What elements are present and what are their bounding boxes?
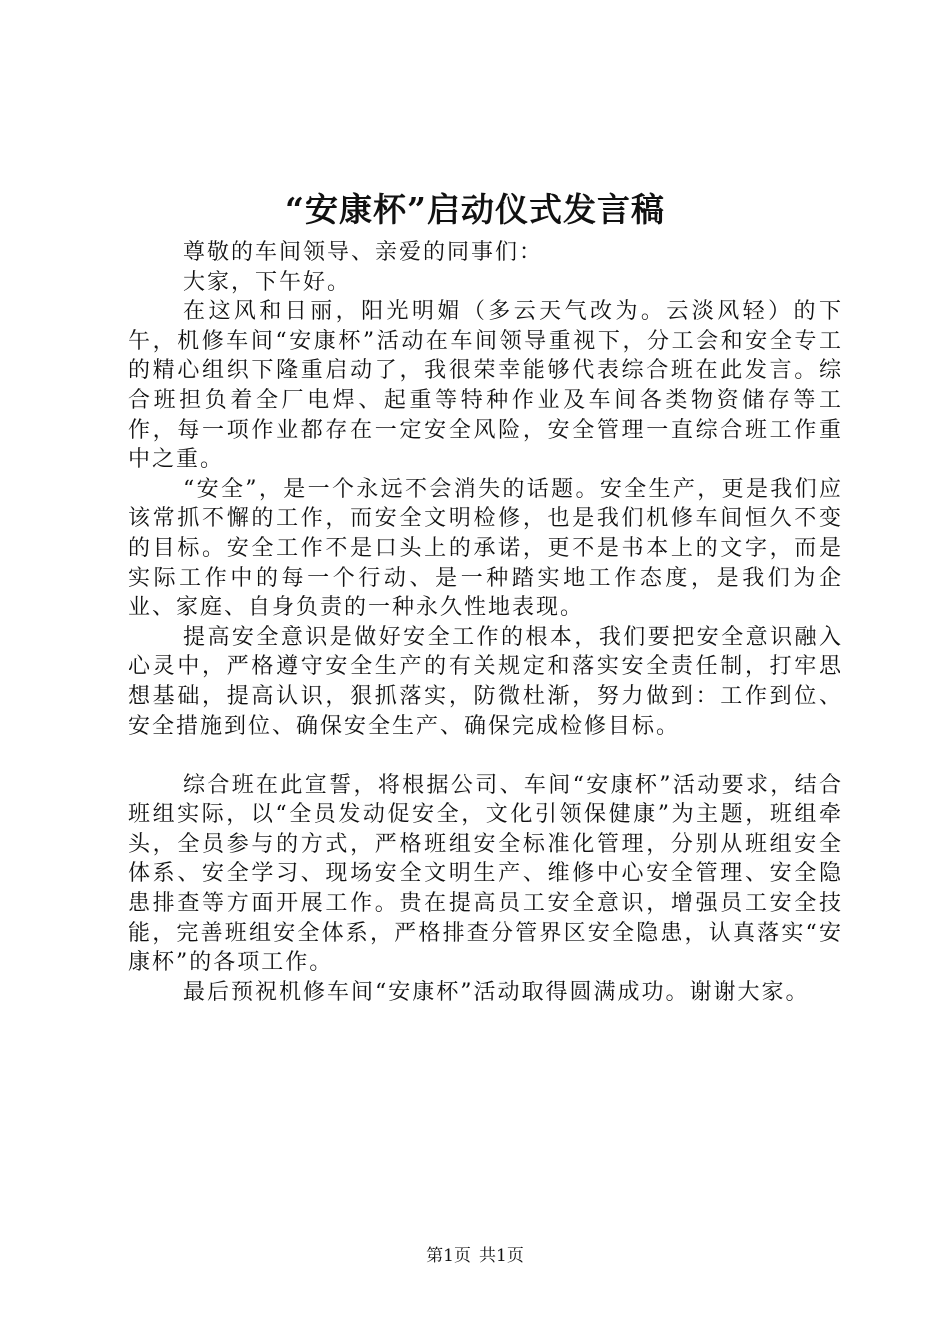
page-total: 共1页: [479, 1246, 524, 1266]
page-footer: [0, 1244, 950, 1268]
document-body: [128, 238, 843, 1007]
body-paragraph: 在这风和日丽，阳光明媚（多云天气改为。云淡风轻）的下午，机修车间“安康杯”活动在车间领导重视下，分工会和安全专工的精心组织下隆重启动了，我很荣幸能够代表综合班在此发言。综合班担负着全厂电焊、起重等特种作业及车间各类物资储存等工作，每一项作业都存在一定安全风险，安全管理一直综合班工作重中之重。: [128, 299, 843, 473]
page-title: “安康杯”启动仪式发言稿: [285, 190, 665, 229]
closing-paragraph: 最后预祝机修车间“安康杯”活动取得圆满成功。谢谢大家。: [183, 979, 810, 1005]
salutation-paragraph: 尊敬的车间领导、亲爱的同事们：: [183, 240, 544, 265]
page-number: 第1页: [426, 1246, 471, 1266]
body-paragraph: 综合班在此宣誓，将根据公司、车间“安康杯”活动要求，结合班组实际，以“全员发动促安全，文化引领保健康”为主题，班组牵头，全员参与的方式，严格班组安全标准化管理，分别从班组安全体系、安全学习、现场安全文明生产、维修中心安全管理、安全隐患排查等方面开展工作。贵在提高员工安全意识，增强员工安全技能，完善班组安全体系，严格排查分管界区安全隐患，认真落实“安康杯”的各项工作。: [128, 772, 843, 976]
greeting-paragraph: 大家，下午好。: [183, 269, 352, 295]
body-paragraph: 提高安全意识是做好安全工作的根本，我们要把安全意识融入心灵中，严格遵守安全生产的有关规定和落实安全责任制，打牢思想基础，提高认识，狠抓落实，防微杜渐，努力做到：工作到位、安全措施到位、确保安全生产、确保完成检修目标。: [128, 624, 843, 739]
body-paragraph: “安全”，是一个永远不会消失的话题。安全生产，更是我们应该常抓不懈的工作，而安全文明检修，也是我们机修车间恒久不变的目标。安全工作不是口头上的承诺，更不是书本上的文字，而是实际工作中的每一个行动、是一种踏实地工作态度，是我们为企业、家庭、自身负责的一种永久性地表现。: [128, 476, 843, 621]
